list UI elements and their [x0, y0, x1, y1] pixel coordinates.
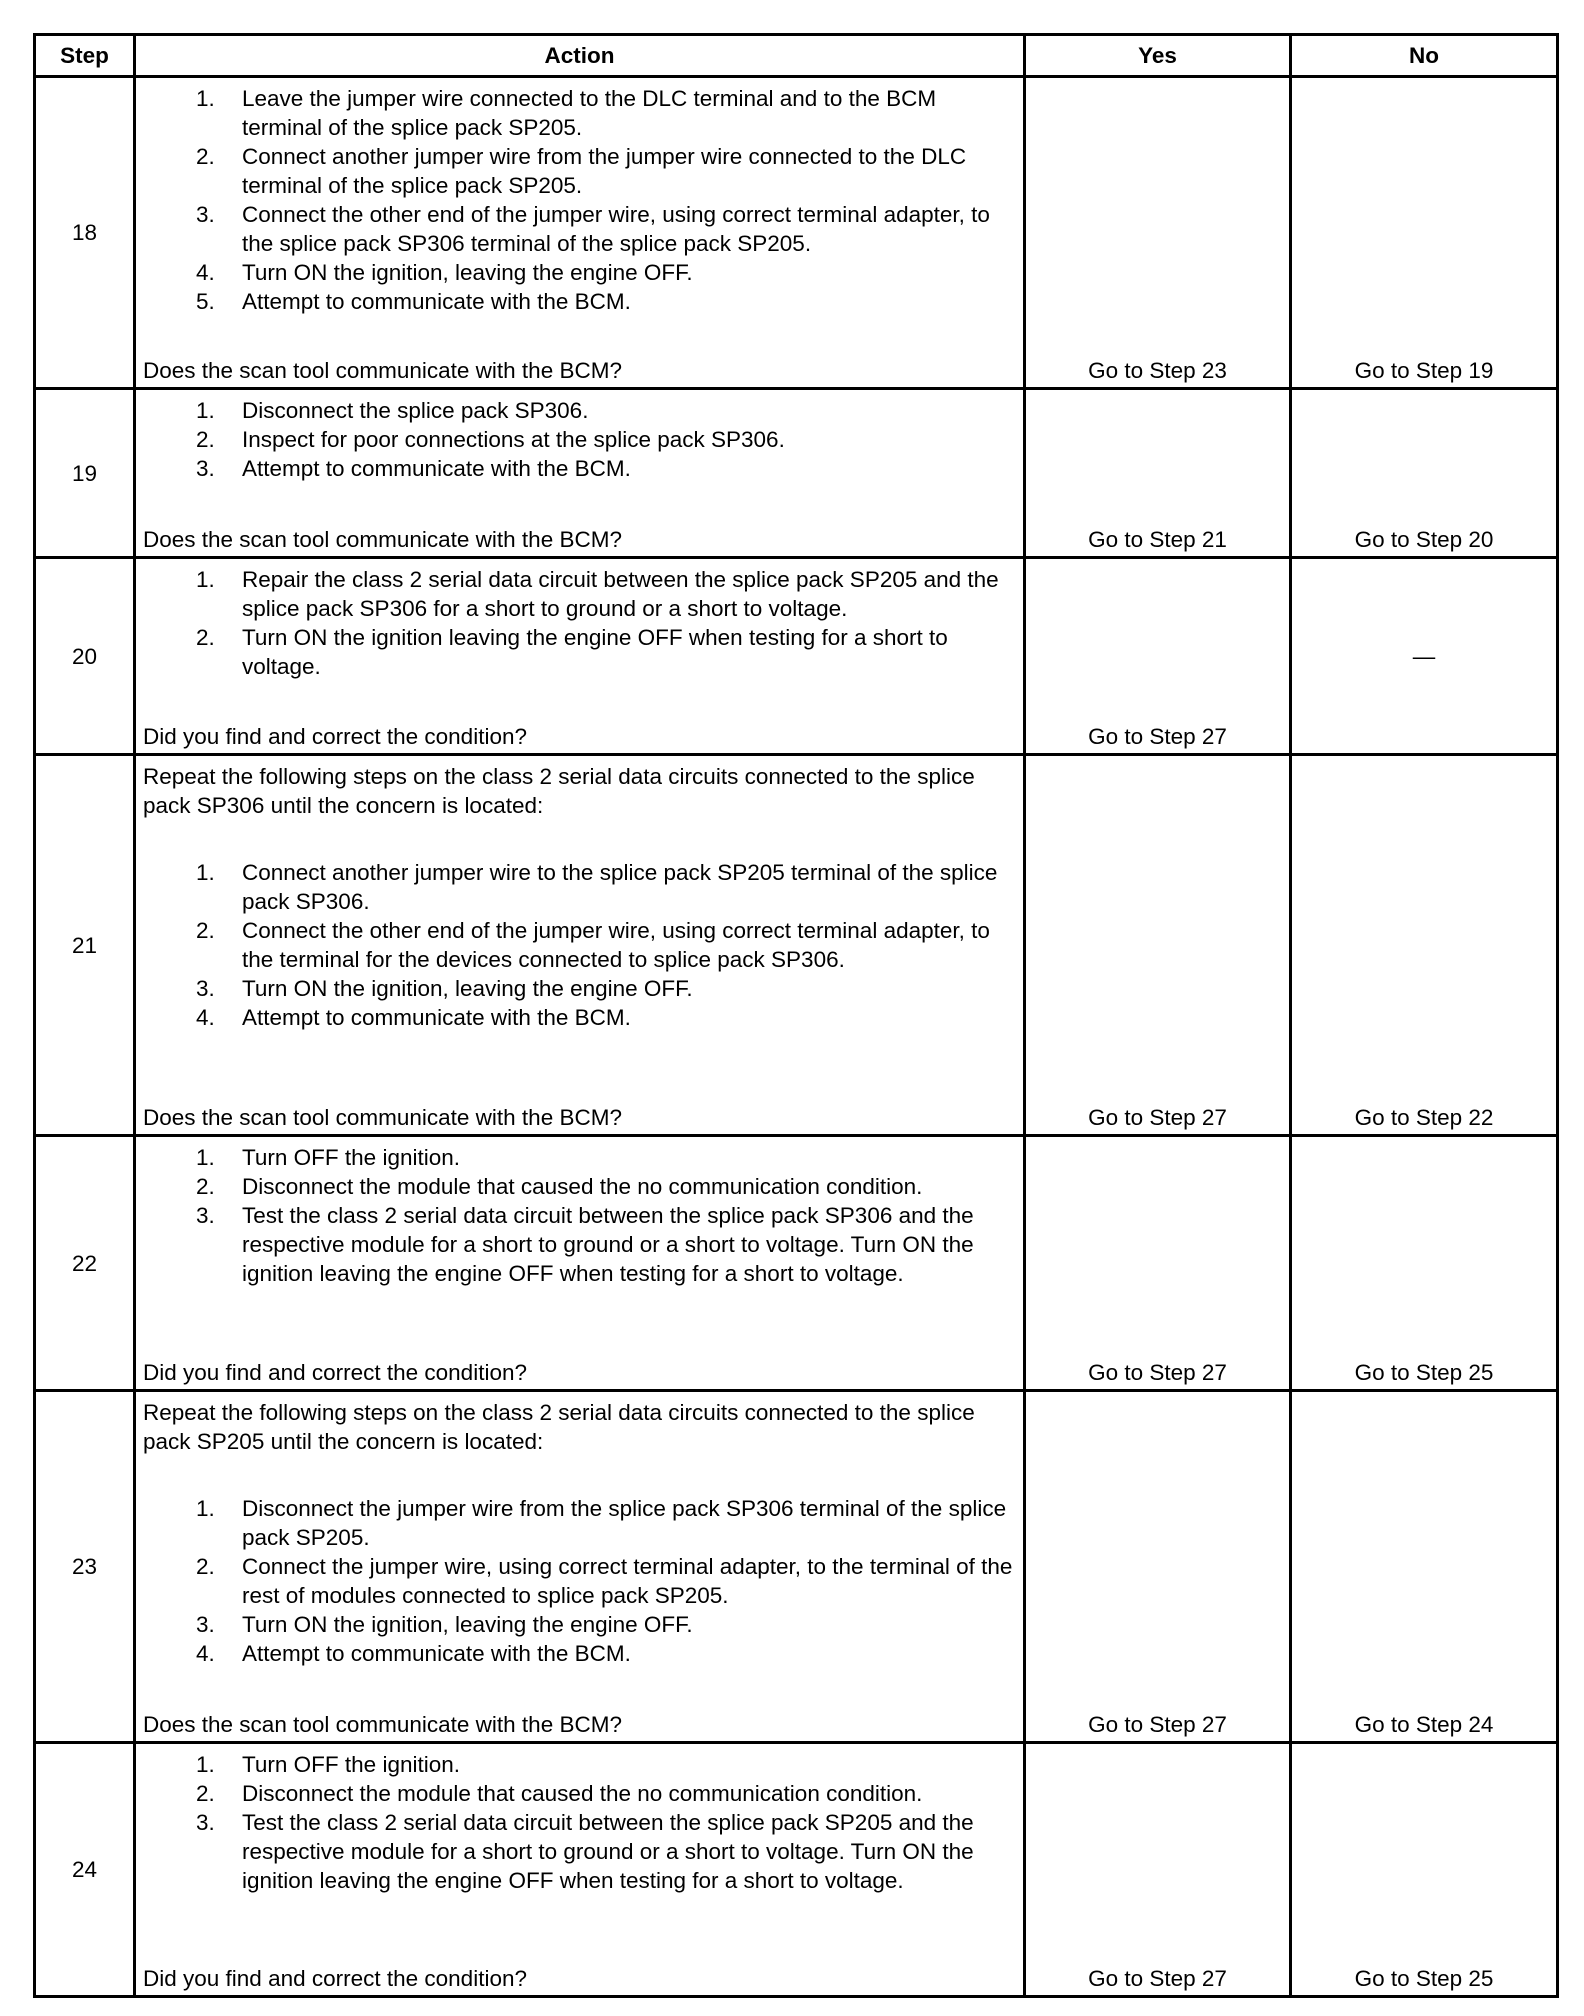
- diagnostic-procedure-table: [33, 33, 1559, 1998]
- yes-cell: Go to Step 27: [1025, 755, 1291, 1136]
- list-item: 1. Leave the jumper wire connected to the DLC terminal and to the BCM terminal of the splice pack SP205.: [196, 86, 937, 140]
- step-list: [143, 84, 1015, 316]
- table-row: [35, 755, 1558, 1136]
- no-cell: —: [1291, 558, 1558, 755]
- yes-cell: Go to Step 23: [1025, 77, 1291, 389]
- question-text: Did you find and correct the condition?: [143, 724, 527, 749]
- no-cell: Go to Step 25: [1291, 1136, 1558, 1391]
- yes-cell: Go to Step 27: [1025, 1391, 1291, 1743]
- header-no: No: [1291, 35, 1558, 77]
- list-item: 4. Attempt to communicate with the BCM.: [196, 1005, 631, 1030]
- list-item: 2. Disconnect the module that caused the no communication condition.: [196, 1174, 923, 1199]
- question-text: Does the scan tool communicate with the BCM?: [143, 527, 622, 552]
- yes-cell: Go to Step 21: [1025, 389, 1291, 558]
- step-list: [143, 565, 1015, 681]
- step-number: 18: [35, 77, 135, 389]
- step-number: 22: [35, 1136, 135, 1391]
- action-cell: [135, 1136, 1025, 1391]
- question-text: Did you find and correct the condition?: [143, 1360, 527, 1385]
- list-item: 3. Test the class 2 serial data circuit between the splice pack SP306 and the respective module for a short to ground or a short to voltage. Turn ON the ignition leaving the engine OFF when testing for a short to voltage.: [196, 1203, 974, 1286]
- list-item: 1. Turn OFF the ignition.: [196, 1145, 461, 1170]
- intro-text: Repeat the following steps on the class 2 serial data circuits connected to the splice pack SP205 until the concern is located:: [143, 1400, 975, 1454]
- list-item: 4. Turn ON the ignition, leaving the engine OFF.: [196, 260, 693, 285]
- question-text: Did you find and correct the condition?: [143, 1966, 527, 1991]
- no-cell: Go to Step 20: [1291, 389, 1558, 558]
- table-row: [35, 558, 1558, 755]
- list-item: 3. Turn ON the ignition, leaving the engine OFF.: [196, 1612, 693, 1637]
- list-item: 2. Turn ON the ignition leaving the engine OFF when testing for a short to voltage.: [196, 625, 948, 679]
- header-yes: Yes: [1025, 35, 1291, 77]
- list-item: 2. Disconnect the module that caused the no communication condition.: [196, 1781, 923, 1806]
- no-cell: Go to Step 24: [1291, 1391, 1558, 1743]
- header-step: Step: [35, 35, 135, 77]
- step-number: 20: [35, 558, 135, 755]
- intro-text: Repeat the following steps on the class 2 serial data circuits connected to the splice pack SP306 until the concern is located:: [143, 764, 975, 818]
- no-cell: Go to Step 19: [1291, 77, 1558, 389]
- action-cell: [135, 389, 1025, 558]
- action-cell: [135, 1743, 1025, 1997]
- list-item: 1. Disconnect the jumper wire from the splice pack SP306 terminal of the splice pack SP205.: [196, 1496, 1007, 1550]
- table-row: [35, 1391, 1558, 1743]
- no-cell: Go to Step 22: [1291, 755, 1558, 1136]
- no-cell: Go to Step 25: [1291, 1743, 1558, 1997]
- table-row: [35, 1136, 1558, 1391]
- list-item: 1. Connect another jumper wire to the splice pack SP205 terminal of the splice pack SP306.: [196, 860, 998, 914]
- list-item: 3. Connect the other end of the jumper wire, using correct terminal adapter, to the splice pack SP306 terminal of the splice pack SP205.: [196, 202, 990, 256]
- list-item: 4. Attempt to communicate with the BCM.: [196, 1641, 631, 1666]
- list-item: 1. Repair the class 2 serial data circuit between the splice pack SP205 and the splice pack SP306 for a short to ground or a short to voltage.: [196, 567, 999, 621]
- question-text: Does the scan tool communicate with the BCM?: [143, 1712, 622, 1737]
- step-list: [143, 396, 1015, 483]
- step-number: 19: [35, 389, 135, 558]
- action-cell: [135, 1391, 1025, 1743]
- list-item: 3. Attempt to communicate with the BCM.: [196, 456, 631, 481]
- step-list: [143, 1143, 1015, 1288]
- step-number: 23: [35, 1391, 135, 1743]
- question-text: Does the scan tool communicate with the BCM?: [143, 358, 622, 383]
- table-row: [35, 77, 1558, 389]
- step-list: [143, 858, 1015, 1032]
- action-cell: [135, 77, 1025, 389]
- yes-cell: Go to Step 27: [1025, 558, 1291, 755]
- action-cell: [135, 755, 1025, 1136]
- list-item: 5. Attempt to communicate with the BCM.: [196, 289, 631, 314]
- list-item: 3. Test the class 2 serial data circuit between the splice pack SP205 and the respective module for a short to ground or a short to voltage. Turn ON the ignition leaving the engine OFF when testing for a short to voltage.: [196, 1810, 974, 1893]
- list-item: 1. Turn OFF the ignition.: [196, 1752, 461, 1777]
- list-item: 3. Turn ON the ignition, leaving the engine OFF.: [196, 976, 693, 1001]
- question-text: Does the scan tool communicate with the BCM?: [143, 1105, 622, 1130]
- step-list: [143, 1750, 1015, 1895]
- list-item: 1. Disconnect the splice pack SP306.: [196, 398, 589, 423]
- list-item: 2. Connect another jumper wire from the jumper wire connected to the DLC terminal of the splice pack SP205.: [196, 144, 967, 198]
- table-row: [35, 389, 1558, 558]
- yes-cell: Go to Step 27: [1025, 1743, 1291, 1997]
- step-number: 24: [35, 1743, 135, 1997]
- list-item: 2. Inspect for poor connections at the splice pack SP306.: [196, 427, 785, 452]
- table-row: [35, 1743, 1558, 1997]
- header-row: [35, 35, 1558, 77]
- action-cell: [135, 558, 1025, 755]
- step-number: 21: [35, 755, 135, 1136]
- list-item: 2. Connect the other end of the jumper wire, using correct terminal adapter, to the terminal for the devices connected to splice pack SP306.: [196, 918, 990, 972]
- header-action: Action: [135, 35, 1025, 77]
- yes-cell: Go to Step 27: [1025, 1136, 1291, 1391]
- step-list: [143, 1494, 1015, 1668]
- list-item: 2. Connect the jumper wire, using correct terminal adapter, to the terminal of the rest of modules connected to splice pack SP205.: [196, 1554, 1013, 1608]
